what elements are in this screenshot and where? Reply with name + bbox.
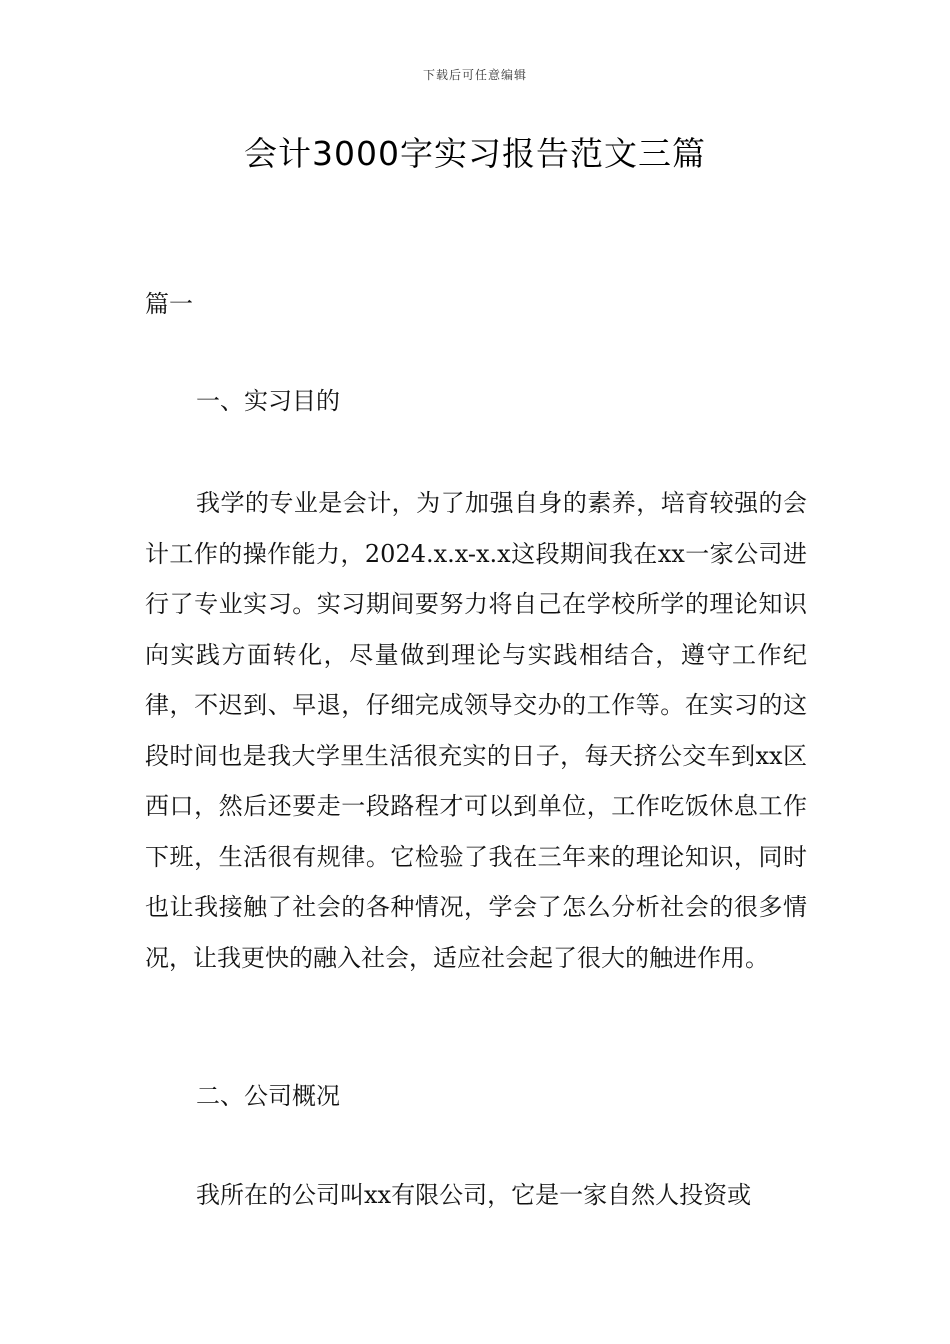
section-heading-company: 二、公司概况 bbox=[196, 1082, 340, 1110]
document-title: 会计3000字实习报告范文三篇 bbox=[244, 134, 706, 173]
paragraph-purpose: 我学的专业是会计，为了加强自身的素养，培育较强的会计工作的操作能力，2024.x.x-x.x这段期间我在xx一家公司进行了专业实习。实习期间要努力将自己在学校所学的理论知识向实践方面转化，尽量做到理论与实践相结合，遵守工作纪律，不迟到、早退，仔细完成领导交办的工作等。在实习的这段时间也是我大学里生活很充实的日子，每天挤公交车到xx区西口，然后还要走一段路程才可以到单位，工作吃饭休息工作下班，生活很有规律。它检验了我在三年来的理论知识，同时也让我接触了社会的各种情况，学会了怎么分析社会的很多情况，让我更快的融入社会，适应社会起了很大的触进作用。 bbox=[145, 489, 807, 972]
paragraph-company: 我所在的公司叫xx有限公司，它是一家自然人投资或 bbox=[196, 1181, 752, 1209]
header-note: 下载后可任意编辑 bbox=[422, 68, 527, 82]
section-label: 篇一 bbox=[145, 290, 193, 318]
section-heading-purpose: 一、实习目的 bbox=[196, 387, 340, 415]
